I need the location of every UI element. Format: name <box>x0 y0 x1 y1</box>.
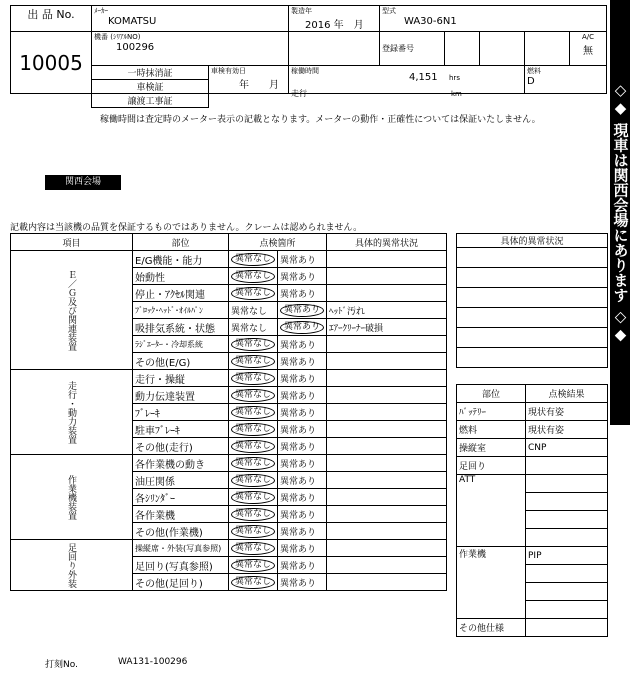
results-header-part: 部位 <box>457 385 526 403</box>
result-part: 足回り <box>457 457 526 475</box>
inspection-body <box>11 251 447 591</box>
detail-cell <box>327 421 447 438</box>
status-normal: 異常なし <box>231 355 275 368</box>
maker-cell <box>92 6 289 32</box>
stamp-label: 打刻No. <box>45 660 78 670</box>
inspection-label: 車検有効日 <box>211 67 246 75</box>
detail-cell: ﾍｯﾄﾞ汚れ <box>327 302 447 319</box>
km-unit: km <box>451 90 462 98</box>
status-normal: 異常なし <box>231 491 275 504</box>
status-normal: 異常なし <box>231 440 275 453</box>
status-normal: 異常なし <box>231 542 275 555</box>
table-row <box>11 540 447 557</box>
status-normal: 異常なし <box>231 323 268 334</box>
status-abnormal: 異常あり <box>280 272 317 283</box>
status-abnormal: 異常あり <box>280 340 317 351</box>
col-header-check: 点検箇所 <box>229 234 327 251</box>
year-label: 製造年 <box>291 7 312 15</box>
status-normal: 異常なし <box>231 270 275 283</box>
status-abnormal: 異常あり <box>280 391 317 402</box>
status-normal: 異常なし <box>231 508 275 521</box>
col-header-item: 項目 <box>11 234 133 251</box>
part-cell: 各作業機 <box>133 506 229 523</box>
side-banner <box>610 0 630 425</box>
status-abnormal: 異常あり <box>280 321 324 334</box>
detail-cell <box>327 251 447 268</box>
ac-label: A/C <box>581 33 595 41</box>
part-cell: 走行・操縦 <box>133 370 229 387</box>
lot-label-cell: 出 品 No. <box>11 6 92 32</box>
status-abnormal: 異常あり <box>280 493 317 504</box>
detail-cell <box>327 489 447 506</box>
detail-cell <box>327 268 447 285</box>
status-normal: 異常なし <box>231 559 275 572</box>
detail-cell <box>327 506 447 523</box>
detail-cell <box>327 557 447 574</box>
detail-cell <box>327 574 447 591</box>
header-table <box>10 5 607 108</box>
hours-cell <box>289 66 525 98</box>
part-cell: 停止・ｱｸｾﾙ関連 <box>133 285 229 302</box>
right-detail-header: 具体的異常状況 <box>457 234 608 248</box>
lot-number: 10005 <box>11 32 92 94</box>
detail-cell <box>327 438 447 455</box>
serial-value: 100296 <box>116 42 155 53</box>
status-abnormal: 異常あり <box>280 289 317 300</box>
detail-cell <box>327 353 447 370</box>
group-label: Ｅ／Ｇ及び関連装置 <box>11 251 133 370</box>
status-normal: 異常なし <box>231 423 275 436</box>
result-value: PIP <box>526 547 608 565</box>
result-part: ATT <box>457 475 526 547</box>
disclaimer: 記載内容は当該機の品質を保証するものではありません。クレームは認められません。 <box>10 223 363 233</box>
status-normal: 異常なし <box>231 576 275 589</box>
part-cell: 足回り(写真参照) <box>133 557 229 574</box>
result-part: 操縦室 <box>457 439 526 457</box>
part-cell: E/G機能・能力 <box>133 251 229 268</box>
temp-label: 一時抹消証 <box>92 66 209 80</box>
status-abnormal: 異常あり <box>280 304 324 317</box>
hours-value: 4,151 <box>409 72 438 83</box>
ac-value: 無 <box>583 46 593 57</box>
fuel-cell <box>525 66 607 94</box>
status-abnormal: 異常あり <box>280 476 317 487</box>
status-normal: 異常なし <box>231 406 275 419</box>
part-cell: その他(走行) <box>133 438 229 455</box>
part-cell: ﾌﾞﾚｰｷ <box>133 404 229 421</box>
status-normal: 異常なし <box>231 372 275 385</box>
shaken-label: 車検証 <box>92 80 209 94</box>
results-header-result: 点検結果 <box>526 385 608 403</box>
inspection-table <box>10 233 447 591</box>
status-normal: 異常なし <box>231 338 275 351</box>
status-normal: 異常なし <box>231 253 275 266</box>
part-cell: 各ｼﾘﾝﾀﾞｰ <box>133 489 229 506</box>
col-header-part: 部位 <box>133 234 229 251</box>
hours-label: 稼働時間 <box>291 67 319 75</box>
detail-cell <box>327 336 447 353</box>
status-abnormal: 異常あり <box>280 561 317 572</box>
result-part: その他仕様 <box>457 619 526 637</box>
status-abnormal: 異常あり <box>280 459 317 470</box>
year-cell <box>289 6 380 32</box>
result-part: 燃料 <box>457 421 526 439</box>
status-abnormal: 異常あり <box>280 374 317 385</box>
part-cell: 始動性 <box>133 268 229 285</box>
serial-label: 機番 (ｼﾘｱﾙNO) <box>94 33 141 41</box>
detail-cell: ｴｱｰｸﾘｰﾅｰ破損 <box>327 319 447 336</box>
hours-note: 稼働時間は査定時のメーター表示の記載となります。メーターの動作・正確性については保証いたしません。 <box>100 115 541 125</box>
serial-cell <box>92 32 289 66</box>
result-value <box>526 475 608 493</box>
part-cell: 動力伝達装置 <box>133 387 229 404</box>
col-header-detail: 具体的異常状況 <box>327 234 447 251</box>
ac-cell <box>570 32 607 66</box>
result-value: CNP <box>526 439 608 457</box>
inspection-value: 年 月 <box>239 80 279 91</box>
right-detail-table <box>456 233 608 368</box>
group-label: 走行・動力装置 <box>11 370 133 455</box>
year-value: 2016 年 月 <box>305 20 364 31</box>
result-value <box>526 457 608 475</box>
status-normal: 異常なし <box>231 474 275 487</box>
inspection-cell <box>209 66 289 94</box>
status-abnormal: 異常あり <box>280 408 317 419</box>
cert-label: 譲渡工事証 <box>92 94 209 108</box>
maker-value: KOMATSU <box>108 16 157 27</box>
side-banner-text: ◇◆ 現車は関西会場にあります ◇◆ <box>611 81 630 344</box>
status-normal: 異常なし <box>231 306 268 317</box>
part-cell: ﾗｼﾞｴｰﾀｰ・冷却系統 <box>133 336 229 353</box>
status-abnormal: 異常あり <box>280 527 317 538</box>
model-value: WA30-6N1 <box>404 16 457 27</box>
result-part: ﾊﾞｯﾃﾘｰ <box>457 403 526 421</box>
maker-label: ﾒｰｶｰ <box>94 7 108 15</box>
fuel-value: D <box>527 76 535 87</box>
table-row <box>11 251 447 268</box>
status-normal: 異常なし <box>231 525 275 538</box>
part-cell: その他(作業機) <box>133 523 229 540</box>
detail-cell <box>327 387 447 404</box>
group-label: 作業機装置 <box>11 455 133 540</box>
detail-cell <box>327 404 447 421</box>
status-normal: 異常なし <box>231 389 275 402</box>
part-cell: 駐車ﾌﾞﾚｰｷ <box>133 421 229 438</box>
venue-badge: 関西会場 <box>45 175 121 190</box>
status-abnormal: 異常あり <box>280 578 317 589</box>
fuel-label: 燃料 <box>527 67 541 75</box>
detail-cell <box>327 523 447 540</box>
status-abnormal: 異常あり <box>280 357 317 368</box>
result-value <box>526 619 608 637</box>
result-part: 作業機 <box>457 547 526 619</box>
table-row <box>11 455 447 472</box>
part-cell: 吸排気系統・状態 <box>133 319 229 336</box>
result-value: 現状有姿 <box>526 421 608 439</box>
model-cell <box>380 6 607 32</box>
stamp-value: WA131-100296 <box>118 657 188 667</box>
travel-label: 走行 <box>291 89 307 98</box>
detail-cell <box>327 472 447 489</box>
status-abnormal: 異常あり <box>280 544 317 555</box>
detail-cell <box>327 540 447 557</box>
hours-unit: hrs <box>449 74 460 82</box>
status-abnormal: 異常あり <box>280 425 317 436</box>
model-label: 型式 <box>382 7 396 15</box>
status-normal: 異常なし <box>231 457 275 470</box>
status-abnormal: 異常あり <box>280 510 317 521</box>
status-abnormal: 異常あり <box>280 442 317 453</box>
part-cell: 各作業機の動き <box>133 455 229 472</box>
detail-cell <box>327 370 447 387</box>
detail-cell <box>327 455 447 472</box>
part-cell: その他(E/G) <box>133 353 229 370</box>
detail-cell <box>327 285 447 302</box>
status-abnormal: 異常あり <box>280 255 317 266</box>
result-value: 現状有姿 <box>526 403 608 421</box>
status-normal: 異常なし <box>231 287 275 300</box>
reg-label: 登録番号 <box>380 32 445 66</box>
group-label: 足回り外装 <box>11 540 133 591</box>
table-row <box>11 370 447 387</box>
part-cell: 油圧関係 <box>133 472 229 489</box>
part-cell: ﾌﾞﾛｯｸ･ﾍｯﾄﾞ･ｵｲﾙﾊﾟﾝ <box>133 302 229 319</box>
results-table <box>456 384 608 637</box>
part-cell: その他(足回り) <box>133 574 229 591</box>
part-cell: 操縦席・外装(写真参照) <box>133 540 229 557</box>
